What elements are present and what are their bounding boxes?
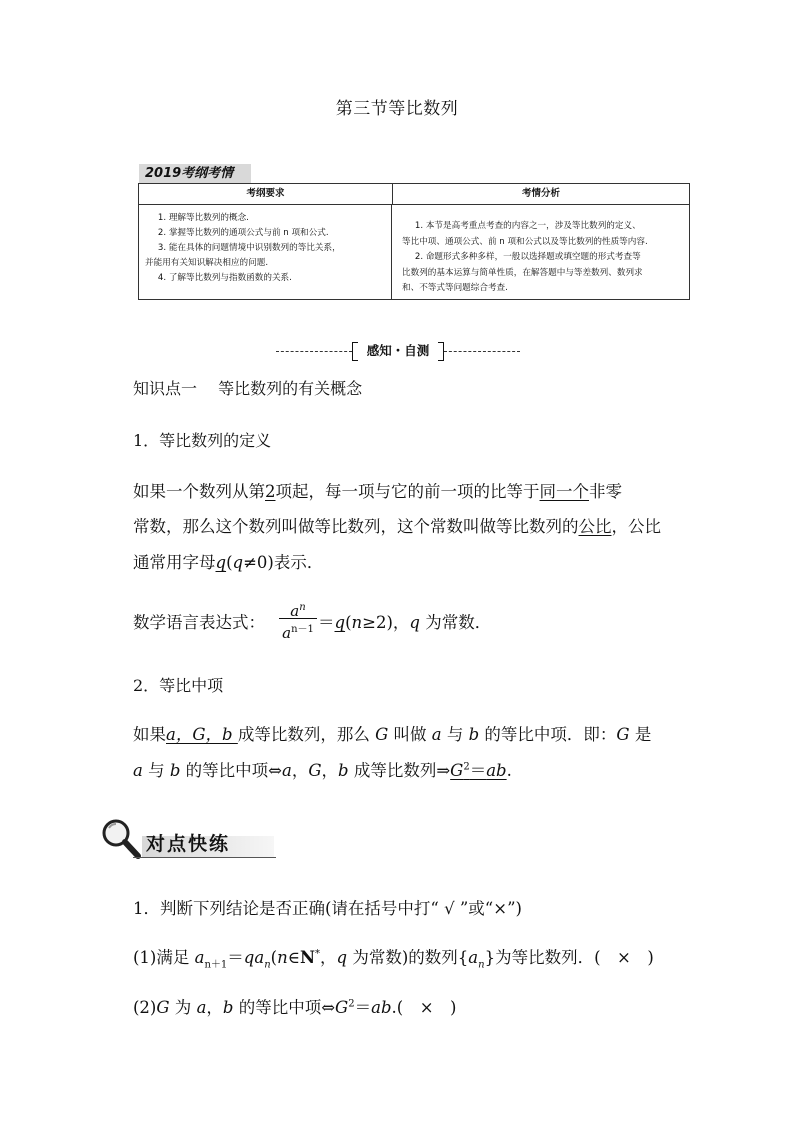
text: 叫做 [388,725,432,744]
variable: b [338,761,349,780]
exam-table-body [139,205,689,300]
requirement-item: 3. 能在具体的问题情境中识别数列的等比关系， [157,243,341,253]
text: 如果一个数列从第 [133,482,265,501]
text: 为常数． [419,613,492,632]
variable: q [336,948,348,967]
variable: a [133,761,143,780]
text: 常数，那么这个数列叫做等比数列，这个常数叫做等比数列的 [133,517,579,536]
answer-blank: 公比 [578,517,612,536]
answer-blank [450,761,506,780]
analysis-item: 2. 命题形式多种多样，一般以选择题或填空题的形式考查等 [414,252,641,262]
variable: a [290,602,300,620]
text: }为等比数列．( × ) [484,948,654,967]
text: (2) [133,998,157,1017]
geometric-mean-line-1 [133,721,651,745]
text: ，公比 [611,517,661,536]
answer-blank: a，G，b [166,725,238,744]
exponent: * [315,948,321,960]
requirement-item: 2. 掌握等比数列的通项公式与前 n 项和公式. [157,228,329,238]
geometric-mean-line-2 [133,757,512,781]
variable: a [431,725,442,744]
text: ＝ [469,761,487,780]
knowledge-point-heading: 知识点一 等比数列的有关概念 [133,379,363,398]
definition-line-3 [133,549,323,573]
variable: q [409,613,420,632]
variable: a [254,948,265,967]
subscript: n [478,959,485,971]
text: 如果 [133,725,166,744]
text: 为常数)的数列{ [347,948,469,967]
answer-blank: 同一个 [539,482,589,501]
variable: b [468,725,480,744]
subscript: n＋1 [204,959,228,971]
divider-dash-right [444,351,520,352]
text: 的等比中项⇔ [233,998,336,1017]
divider-label-box [352,341,444,361]
requirement-item: 4. 了解等比数列与指数函数的关系. [157,273,292,283]
variable: n [351,613,363,632]
variable: a [282,624,292,642]
exponent: n－1 [291,624,314,635]
section-divider [276,341,520,361]
answer-blank: q [334,613,346,632]
page-title: 第三节等比数列 [335,99,459,119]
variable: G [335,998,349,1017]
variable: ab [486,761,507,780]
variable: b [222,998,234,1017]
text: ≥2)， [362,613,410,632]
variable: G [375,725,389,744]
variable: q [243,948,255,967]
text: 成等比数列⇒ [348,761,451,780]
answer-blank: q [215,553,227,572]
variable: q [232,553,244,572]
text: 非零 [589,482,622,501]
text: 项起，每一项与它的前一项的比等于 [275,482,540,501]
requirements-column [139,205,392,300]
text: ， [291,761,309,780]
bracket-left [352,342,358,361]
section-heading-definition: 1．等比数列的定义 [133,431,272,450]
analysis-item: 1. 本节是高考重点考查的内容之一，涉及等比数列的定义、 [414,221,641,231]
definition-line-1 [133,478,622,502]
fraction-denominator [279,619,317,641]
answer-blank: 2 [265,482,276,501]
ratio-fraction [279,597,317,641]
text: ＝ [354,998,372,1017]
exam-table-header [139,184,689,205]
exponent: 2 [463,761,470,773]
subscript: n [264,959,271,971]
requirement-item: 1. 理解等比数列的概念. [157,213,249,223]
variable: ab [371,998,392,1017]
variable: G [156,998,170,1017]
variable: G [450,761,464,780]
text: 成等比数列，那么 [237,725,376,744]
magnifier-icon [98,816,148,866]
variable: a [194,948,205,967]
text: ∈ [287,948,300,967]
fraction-numerator [279,597,317,619]
divider-dash-left [276,351,352,352]
exponent: 2 [348,998,355,1010]
formula-rest [318,609,491,633]
text: 与 [142,761,170,780]
text: .( × ) [391,998,457,1017]
text: (1)满足 [133,948,195,967]
question-1-item-1 [133,944,654,970]
text: ( [270,948,278,967]
question-1: 1．判断下列结论是否正确(请在括号中打“ √ ”或“×”) [133,899,522,918]
exam-outline-table [138,183,690,300]
text: ， [320,948,337,967]
text: 的等比中项．即： [479,725,617,744]
text: 为 [169,998,197,1017]
text: ( [226,553,233,572]
analysis-item: 和、不等式等问题综合考查. [402,283,508,293]
text: 通常用字母 [133,553,216,572]
question-1-item-2 [133,994,456,1018]
variable: G [616,725,630,744]
text: . [506,761,512,780]
text: ≠0)表示． [243,553,324,572]
analysis-header: 考情分析 [521,188,560,199]
text: 是 [629,725,652,744]
analysis-column [392,205,689,300]
natural-numbers-symbol: N [299,948,316,967]
text: ， [206,998,223,1017]
variable: G [308,761,322,780]
variable: b [169,761,181,780]
requirement-item: 并能用有关知识解决相应的问题. [145,258,269,268]
formula-prefix: 数学语言表达式： [133,613,265,632]
requirements-header: 考纲要求 [139,184,393,204]
text: ＝ [318,613,335,632]
analysis-item: 等比中项、通项公式、前 n 项和公式以及等比数列的性质等内容. [402,236,648,247]
definition-line-2 [133,513,661,537]
variable: n [277,948,288,967]
text: ＝ [227,948,244,967]
text: 的等比中项⇔ [180,761,282,780]
exponent: n [299,602,306,613]
variable: a [196,998,207,1017]
text: 与 [441,725,469,744]
section-heading-geometric-mean: 2．等比中项 [133,676,224,695]
analysis-item: 比数列的基本运算与简单性质，在解答题中与等差数列、数列求 [402,267,643,278]
quick-practice-rule [133,857,276,858]
variable: a [281,761,292,780]
quick-practice-title: 对点快练 [146,833,231,855]
exam-outline-tab: 2019考纲考情 [139,164,251,184]
divider-label: 感知・自测 [366,343,430,358]
variable: a [468,948,479,967]
text: ， [321,761,339,780]
text: ( [345,613,352,632]
